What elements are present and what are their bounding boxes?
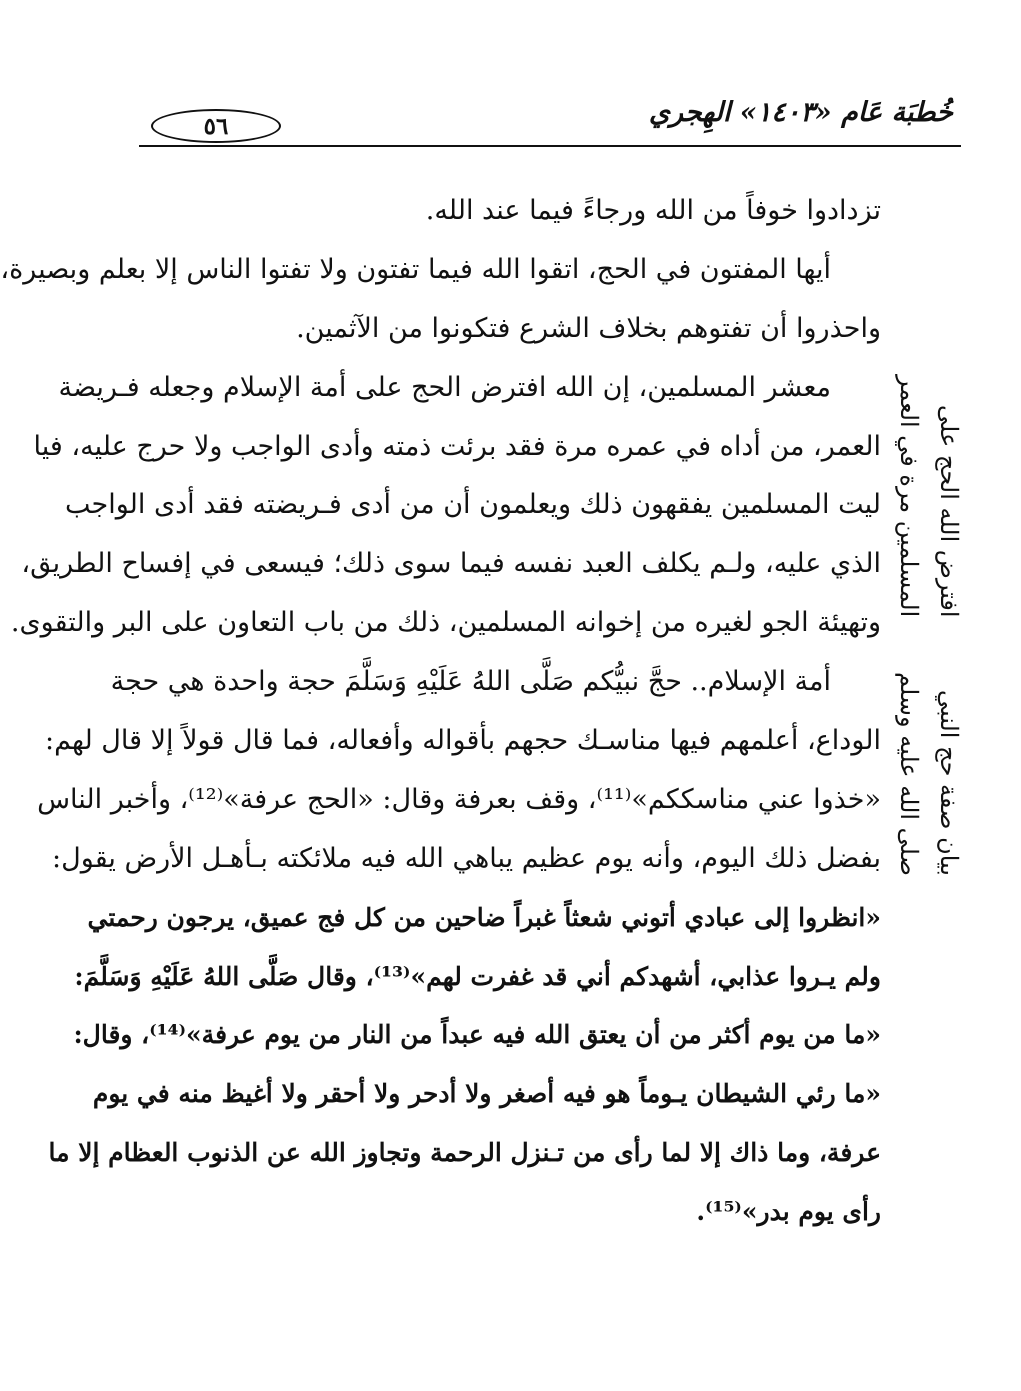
header-divider <box>139 145 961 147</box>
margin-note-prophet-hajj <box>889 672 969 876</box>
text-line: بفضل ذلك اليوم، وأنه يوم عظيم يباهي الله فيه ملائكته بـأهـل الأرض يقول: <box>52 842 881 874</box>
hadith-line: «ما رئي الشيطان يـوماً هو فيه أصغر ولا أدحر ولا أحقر ولا أغيظ منه في يوم <box>92 1079 881 1109</box>
margin-note-line: بيان صفة حج النبي <box>935 690 963 876</box>
margin-note-line: صلى الله عليه وسلم <box>895 672 923 876</box>
text-line: وتهيئة الجو لغيره من إخوانه المسلمين، ذلك من باب التعاون على البر والتقوى. <box>10 607 881 639</box>
hadith-line: رأى يوم بدر»⁽¹⁵⁾. <box>696 1197 881 1227</box>
margin-note-line: المسلمين مرة في العمر <box>895 375 923 618</box>
text-line: الوداع، أعلمهم فيها مناسـك حجهم بأقواله وأفعاله، فما قال قولاً إلا قال لهم: <box>44 725 881 757</box>
margin-note-hajj-obligation <box>889 375 969 617</box>
text-line: الذي عليه، ولـم يكلف العبد نفسه فيما سوى ذلك؛ فيسعى في إفساح الطريق، <box>21 548 881 580</box>
hadith-line: عرفة، وما ذاك إلا لما رأى من تـنزل الرحمة وتجاوز الله عن الذنوب العظام إلا ما <box>48 1138 881 1168</box>
text-line: العمر، من أداه في عمره مرة فقد برئت ذمته وأدى الواجب ولا حرج عليه، فيا <box>33 430 881 462</box>
hadith-line: «ما من يوم أكثر من أن يعتق الله فيه عبداً من النار من يوم عرفة»⁽¹⁴⁾، وقال: <box>73 1020 881 1050</box>
text-line: أمة الإسلام.. حجَّ نبيُّكم صَلَّى اللهُ عَلَيْهِ وَسَلَّمَ حجة واحدة هي حجة <box>110 666 831 698</box>
text-line: أيها المفتون في الحج، اتقوا الله فيما تفتون ولا تفتوا الناس إلا بعلم وبصيرة، <box>0 253 831 285</box>
text-line: ليت المسلمين يفقهون ذلك ويعلمون أن من أدى فـريضته فقد أدى الواجب <box>65 489 881 521</box>
body-text <box>0 182 881 1242</box>
page-header <box>141 95 961 147</box>
text-line: معشر المسلمين، إن الله افترض الحج على أمة الإسلام وجعله فـريضة <box>58 371 831 403</box>
text-line: «خذوا عني مناسككم»⁽¹¹⁾، وقف بعرفة وقال: «الحج عرفة»⁽¹²⁾، وأخبر الناس <box>37 783 881 815</box>
running-title: خُطبَة عَام «١٤٠٣» الهِجري <box>648 97 953 128</box>
page-number: ٥٦ <box>151 109 281 143</box>
text-line: تزدادوا خوفاً من الله ورجاءً فيما عند الله. <box>425 195 881 226</box>
margin-note-line: افترض الله الحج على <box>935 404 963 618</box>
text-line: واحذروا أن تفتوهم بخلاف الشرع فتكونوا من الآثمين. <box>296 312 881 344</box>
hadith-line: ولم يـروا عذابي، أشهدكم أني قد غفرت لهم»⁽¹³⁾، وقال صَلَّى اللهُ عَلَيْهِ وَسَلَّمَ: <box>74 961 881 991</box>
hadith-line: «انظروا إلى عبادي أتوني شعثاً غبراً ضاحين من كل فج عميق، يرجون رحمتي <box>87 902 881 932</box>
